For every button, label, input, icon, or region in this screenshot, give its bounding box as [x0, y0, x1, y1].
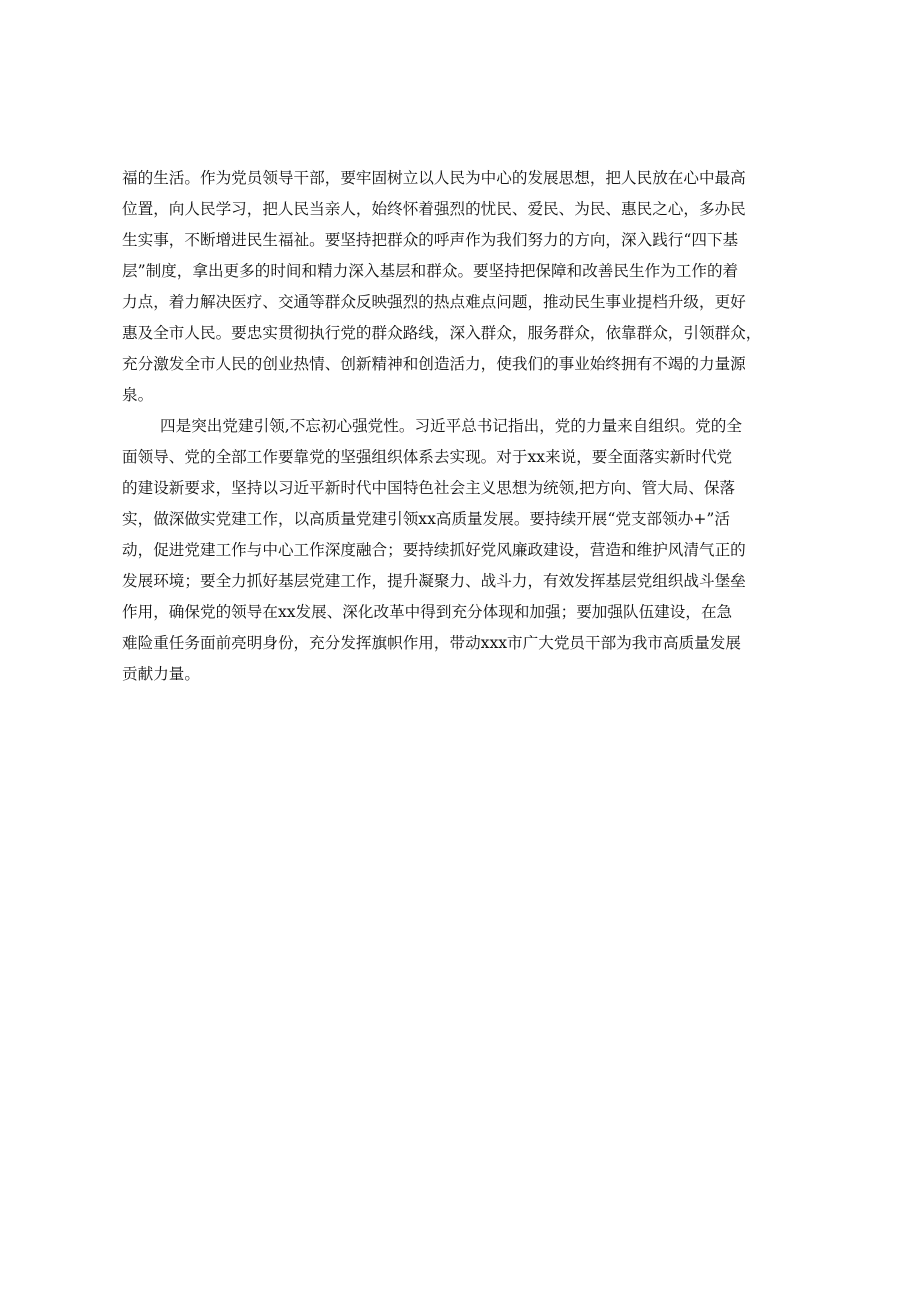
text-line: 的建设新要求，坚持以习近平新时代中国特色社会主义思想为统领,把方向、管大局、保落	[122, 479, 736, 497]
text-line: 福的生活。作为党员领导干部，要牢固树立以人民为中心的发展思想，把人民放在心中最高	[122, 169, 746, 187]
text-line: 发展环境；要全力抓好基层党建工作，提升凝聚力、战斗力，有效发挥基层党组织战斗堡垒	[122, 572, 746, 590]
text-line: 作用，确保党的领导在xx发展、深化改革中得到充分体现和加强；要加强队伍建设，在急	[122, 603, 733, 621]
text-line: 充分激发全市人民的创业热情、创新精神和创造活力，使我们的事业始终拥有不竭的力量源	[122, 355, 746, 373]
text-line: 实，做深做实党建工作，以高质量党建引领xx高质量发展。要持续开展“党支部领办+”活	[122, 510, 730, 528]
text-line: 面领导、党的全部工作要靠党的坚强组织体系去实现。对于xx来说，要全面落实新时代党	[122, 448, 733, 466]
text-line: 动，促进党建工作与中心工作深度融合；要持续抓好党风廉政建设，营造和维护风清气正的	[122, 541, 746, 559]
text-line: 贡献力量。	[122, 665, 200, 683]
text-line: 层”制度，拿出更多的时间和精力深入基层和群众。要坚持把保障和改善民生作为工作的着	[122, 262, 739, 280]
text-line: 泉。	[122, 386, 154, 404]
text-line: 位置，向人民学习，把人民当亲人，始终怀着强烈的忧民、爱民、为民、惠民之心，多办民	[122, 200, 746, 218]
paragraph-people-livelihood	[122, 163, 827, 411]
text-line: 四是突出党建引领,不忘初心强党性。习近平总书记指出，党的力量来自组织。党的全	[160, 417, 742, 435]
text-line: 难险重任务面前亮明身份，充分发挥旗帜作用，带动xxx市广大党员干部为我市高质量发展	[122, 634, 741, 652]
text-line: 惠及全市人民。要忠实贯彻执行党的群众路线，深入群众，服务群众，依靠群众，引领群众，	[122, 324, 762, 342]
paragraph-party-building	[122, 411, 827, 690]
document-body	[122, 163, 827, 690]
text-line: 生实事，不断增进民生福祉。要坚持把群众的呼声作为我们努力的方向，深入践行“四下基	[122, 231, 739, 249]
text-line: 力点，着力解决医疗、交通等群众反映强烈的热点难点问题，推动民生事业提档升级，更好	[122, 293, 746, 311]
